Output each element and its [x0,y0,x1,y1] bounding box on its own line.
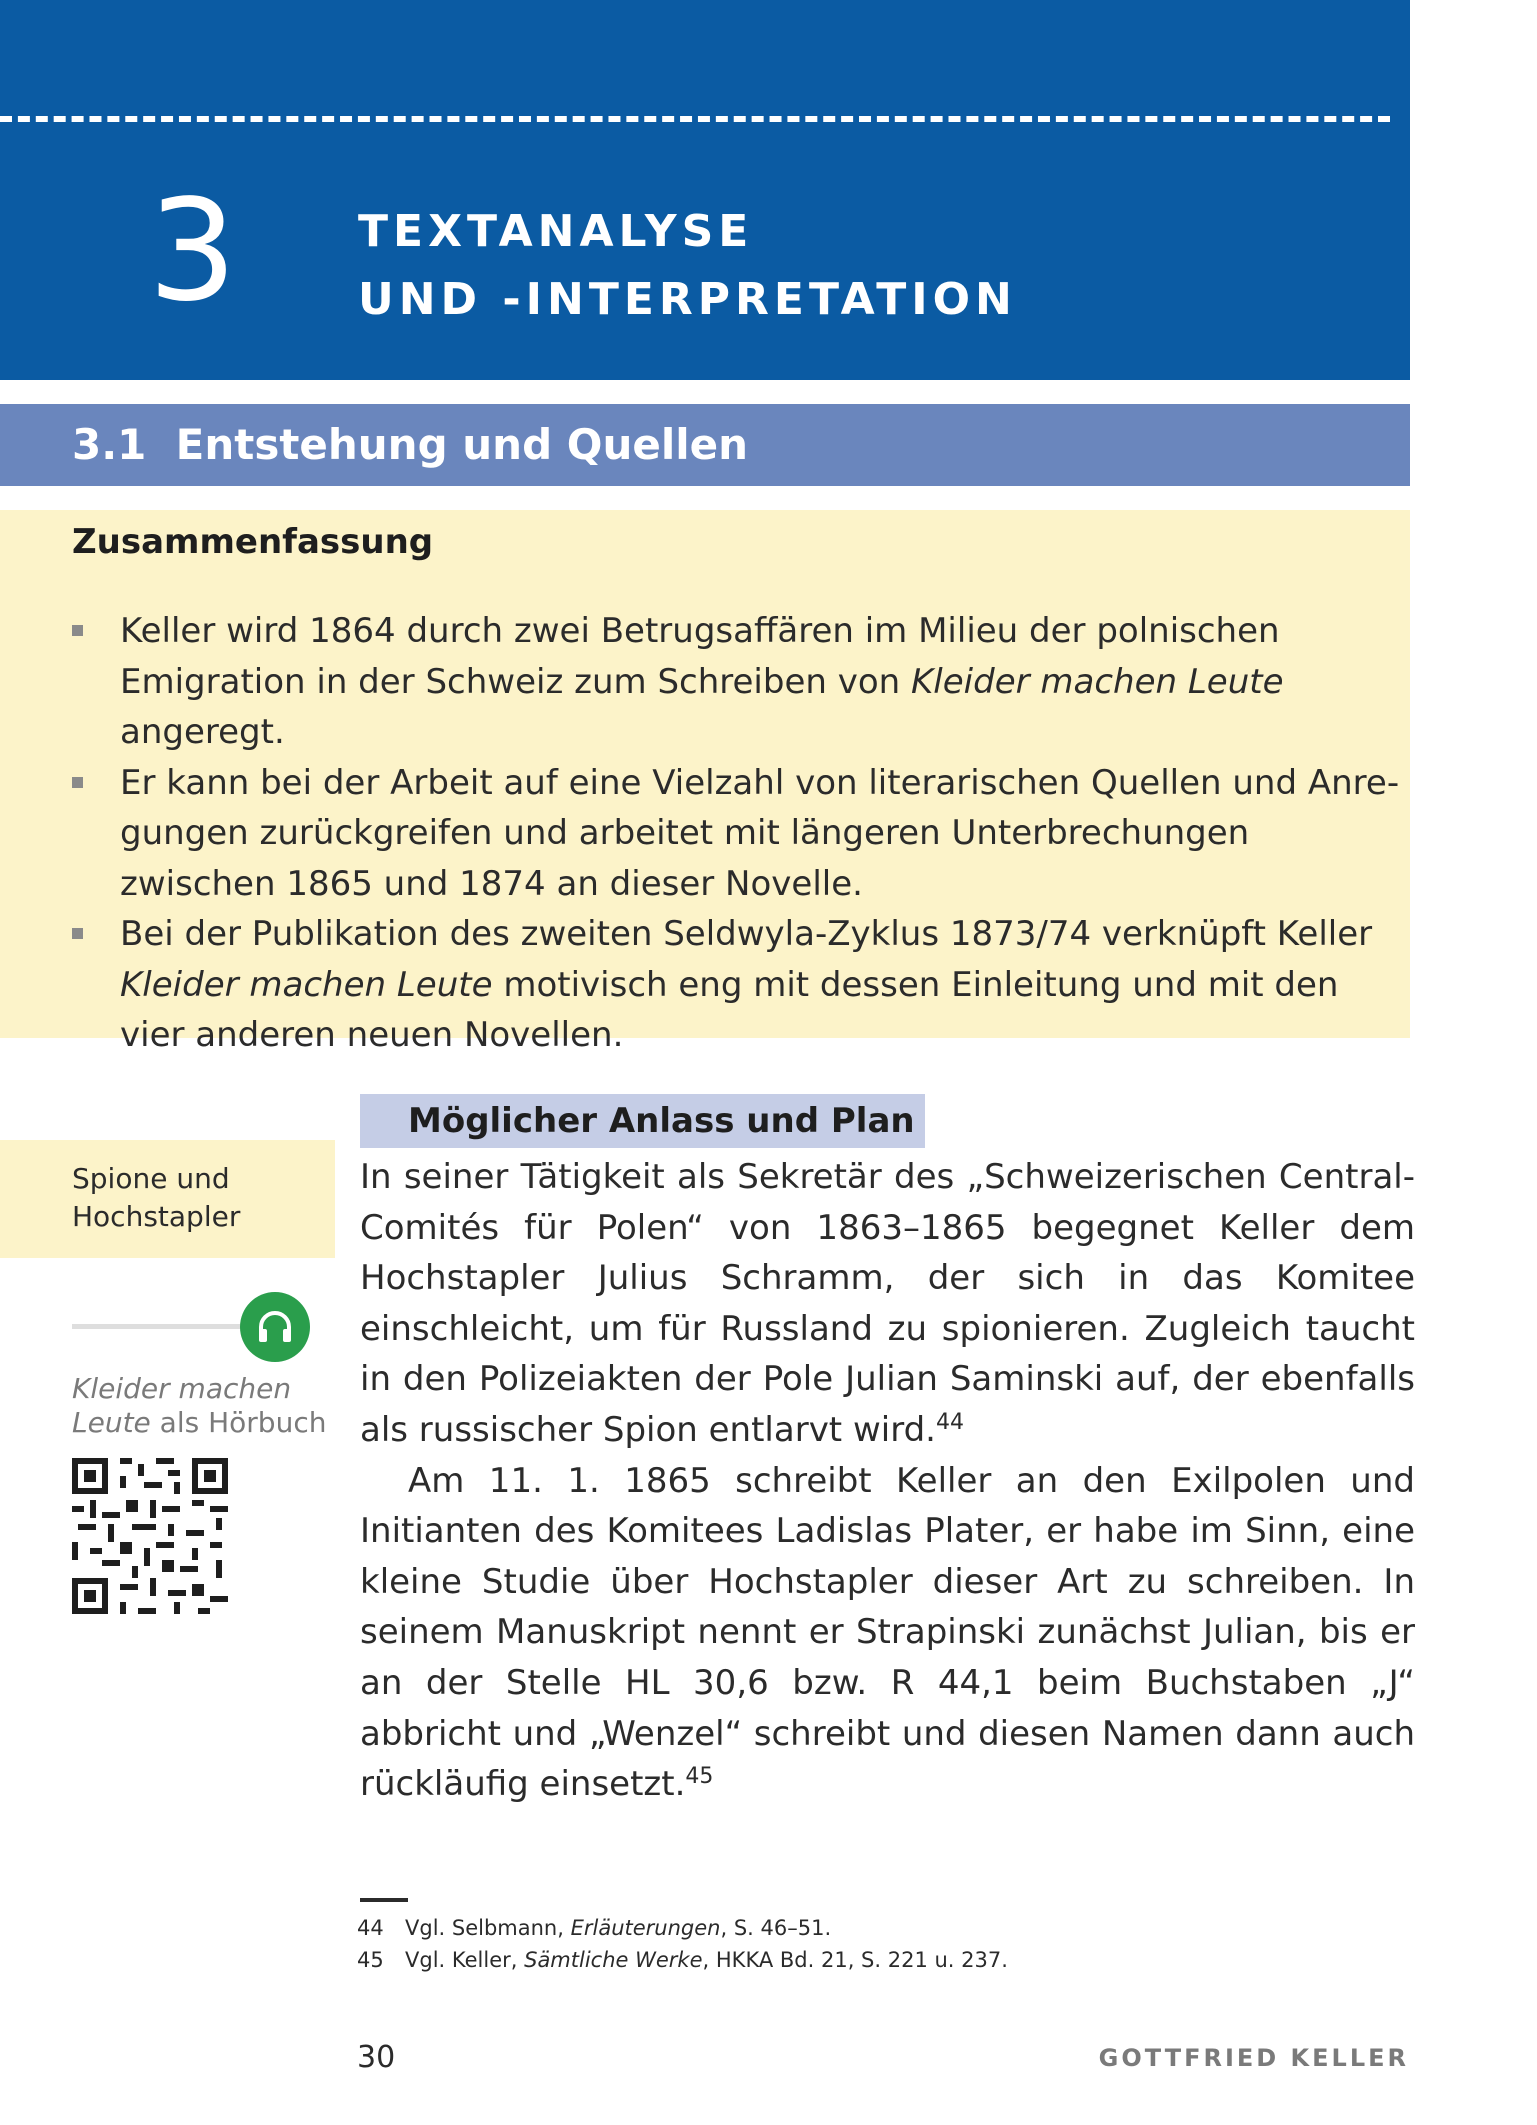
footnote: 44 Vgl. Selbmann, Erläuterungen, S. 46–51. [357,1916,832,1940]
qr-finder-top-right [192,1458,228,1494]
bullet-square-icon [72,777,83,788]
chapter-title-line-1: TEXTANALYSE [358,206,754,257]
body-text [360,1152,1415,1810]
qr-finder-bottom-left [72,1578,108,1614]
chapter-title [358,198,1017,334]
headphones-icon[interactable] [240,1292,310,1362]
footnote-reference[interactable]: 45 [685,1764,714,1790]
summary-item: Bei der Publikation des zweiten Seldwyla-Zyklus 1873/74 verknüpft Keller Kleider machen Leute motivisch eng mit dessen Einleitung und mit den vier anderen neuen Novellen. [72,909,1402,1061]
dashed-divider [0,116,1390,122]
running-footer: GOTTFRIED KELLER [1098,2044,1409,2072]
qr-finder-top-left [72,1458,108,1494]
audio-divider [72,1324,250,1329]
audiobook-caption[interactable]: Kleider machen Leute als Hörbuch [72,1372,327,1439]
section-title: 3.1 Entstehung und Quellen [72,420,749,469]
margin-note-label: Spione und Hochstapler [72,1162,241,1233]
footnotes [357,1912,1357,1976]
qr-code[interactable] [72,1458,228,1614]
paragraph: In seiner Tätigkeit als Sekretär des „Schweizerischen Central-Comités für Polen“ von 1863–1865 begegnet Keller dem Hochstapler Julius Schramm, der sich in das Komitee einschleicht, um für Russland zu spionieren. Zugleich taucht in den Polizeiakten der Pole Julian Saminski auf, der ebenfalls als russischer Spion entlarvt wird.$^{44}$ [360,1157,1415,1450]
footnote: 45 Vgl. Keller, Sämtliche Werke, HKKA Bd. 21, S. 221 u. 237. [357,1948,1008,1972]
paragraph: Am 11. 1. 1865 schreibt Keller an den Exilpolen und Initianten des Komitees Ladislas Plater, er habe im Sinn, eine kleine Studie über Hochstapler dieser Art zu schreiben. In seinem Manuskript nennt er Strapinski zunächst Julian, bis er an der Stelle HL 30,6 bzw. R 44,1 beim Buchstaben „J“ abbricht und „Wenzel“ schreibt und diesen Namen dann auch rückläufig einsetzt.$^{45}$ [360,1460,1415,1805]
chapter-number: 3 [148,170,238,333]
page-number: 30 [357,2040,396,2075]
summary-list [72,606,1402,1061]
summary-item: Keller wird 1864 durch zwei Betrugsaffären im Milieu der polnischen Emigration in der Schweiz zum Schreiben von Kleider machen Leute angeregt. [72,606,1402,758]
bullet-square-icon [72,928,83,939]
chapter-title-line-2: UND -INTERPRETATION [358,274,1017,325]
footnote-rule [360,1898,408,1902]
bullet-square-icon [72,625,83,636]
subheading: Möglicher Anlass und Plan [408,1101,915,1141]
summary-item: Er kann bei der Arbeit auf eine Vielzahl von literarischen Quellen und Anregungen zurückgreifen und arbeitet mit längeren Unterbrechungen zwischen 1865 und 1874 an dieser Novelle. [72,758,1402,910]
summary-heading: Zusammenfassung [72,522,434,562]
footnote-reference[interactable]: 44 [935,1409,964,1435]
